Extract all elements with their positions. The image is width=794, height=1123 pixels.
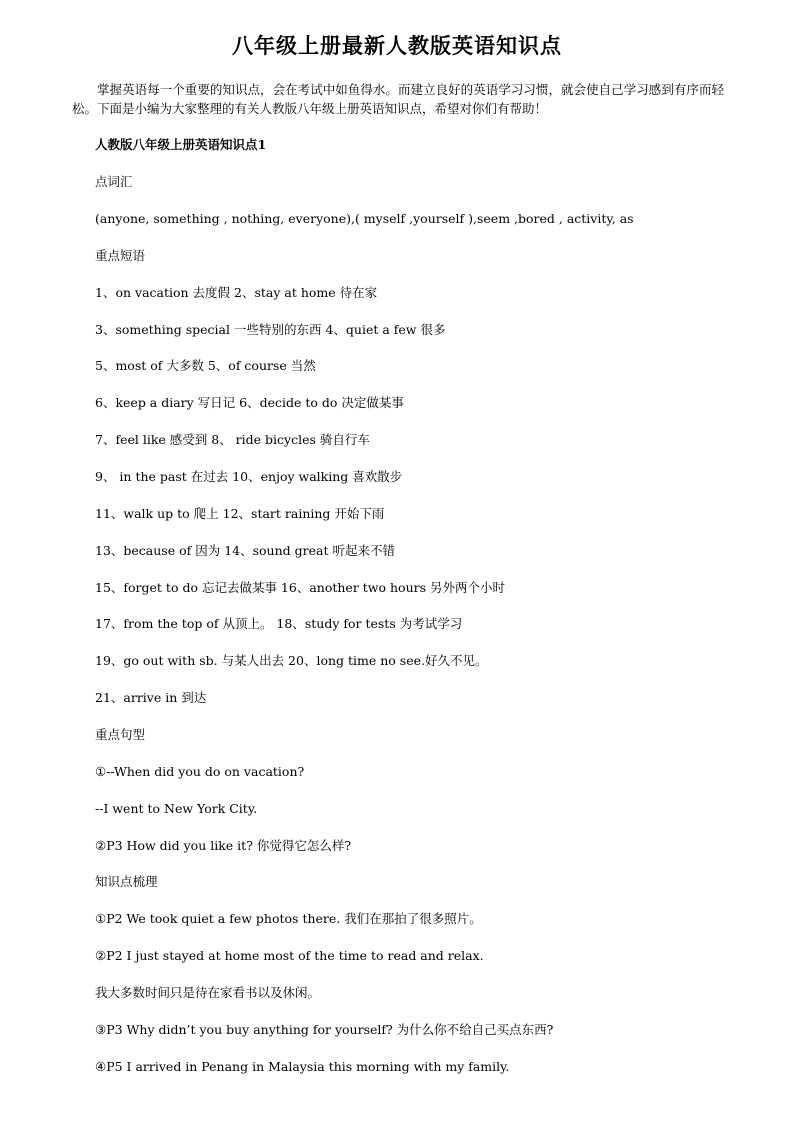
phrase-line: 1、on vacation 去度假 2、stay at home 待在家 [95, 285, 378, 300]
phrase-line: 21、arrive in 到达 [95, 690, 207, 705]
phrase-line: 11、walk up to 爬上 12、start raining 开始下雨 [95, 506, 385, 521]
sentence-line: ①--When did you do on vacation? [95, 764, 305, 779]
phrase-line: 19、go out with sb. 与某人出去 20、long time no see.好久不见。 [95, 653, 488, 668]
sentence-line: ②P3 How did you like it? 你觉得它怎么样? [95, 838, 352, 853]
phrase-line: 9、 in the past 在过去 10、enjoy walking 喜欢散步 [95, 469, 403, 484]
point-line: ③P3 Why didn’t you buy anything for yourself? 为什么你不给自己买点东西? [95, 1022, 554, 1037]
points-heading: 知识点梳理 [95, 874, 158, 889]
point-line: ②P2 I just stayed at home most of the time to read and relax. [95, 948, 484, 963]
phrase-line: 17、from the top of 从顶上。 18、study for tests 为考试学习 [95, 616, 463, 631]
point-line: ④P5 I arrived in Penang in Malaysia this morning with my family. [95, 1059, 510, 1074]
point-line: ①P2 We took quiet a few photos there. 我们在那拍了很多照片。 [95, 911, 482, 926]
phrase-line: 3、something special 一些特别的东西 4、quiet a few 很多 [95, 322, 446, 337]
phrase-line: 15、forget to do 忘记去做某事 16、another two hours 另外两个小时 [95, 580, 505, 595]
vocab-line: (anyone, something , nothing, everyone),( myself ,yourself ),seem ,bored , activity, as [95, 211, 634, 226]
sentence-line: --I went to New York City. [95, 801, 258, 816]
sentences-heading: 重点句型 [95, 727, 146, 742]
point-line: 我大多数时间只是待在家看书以及休闲。 [95, 985, 321, 1000]
section-heading: 人教版八年级上册英语知识点1 [95, 137, 267, 152]
phrase-line: 5、most of 大多数 5、of course 当然 [95, 358, 316, 373]
phrases-heading: 重点短语 [95, 248, 146, 263]
document-title: 八年级上册最新人教版英语知识点 [232, 34, 562, 58]
phrase-line: 13、because of 因为 14、sound great 听起来不错 [95, 543, 395, 558]
phrase-line: 7、feel like 感受到 8、 ride bicycles 骑自行车 [95, 432, 370, 447]
intro-paragraph: 掌握英语每一个重要的知识点，会在考试中如鱼得水。而建立良好的英语学习习惯，就会使自己学习感到有序而轻松。下面是小编为大家整理的有关人教版八年级上册英语知识点，希望对你们有帮助！ [72, 82, 724, 116]
vocab-heading: 点词汇 [95, 174, 133, 189]
phrase-line: 6、keep a diary 写日记 6、decide to do 决定做某事 [95, 395, 404, 410]
